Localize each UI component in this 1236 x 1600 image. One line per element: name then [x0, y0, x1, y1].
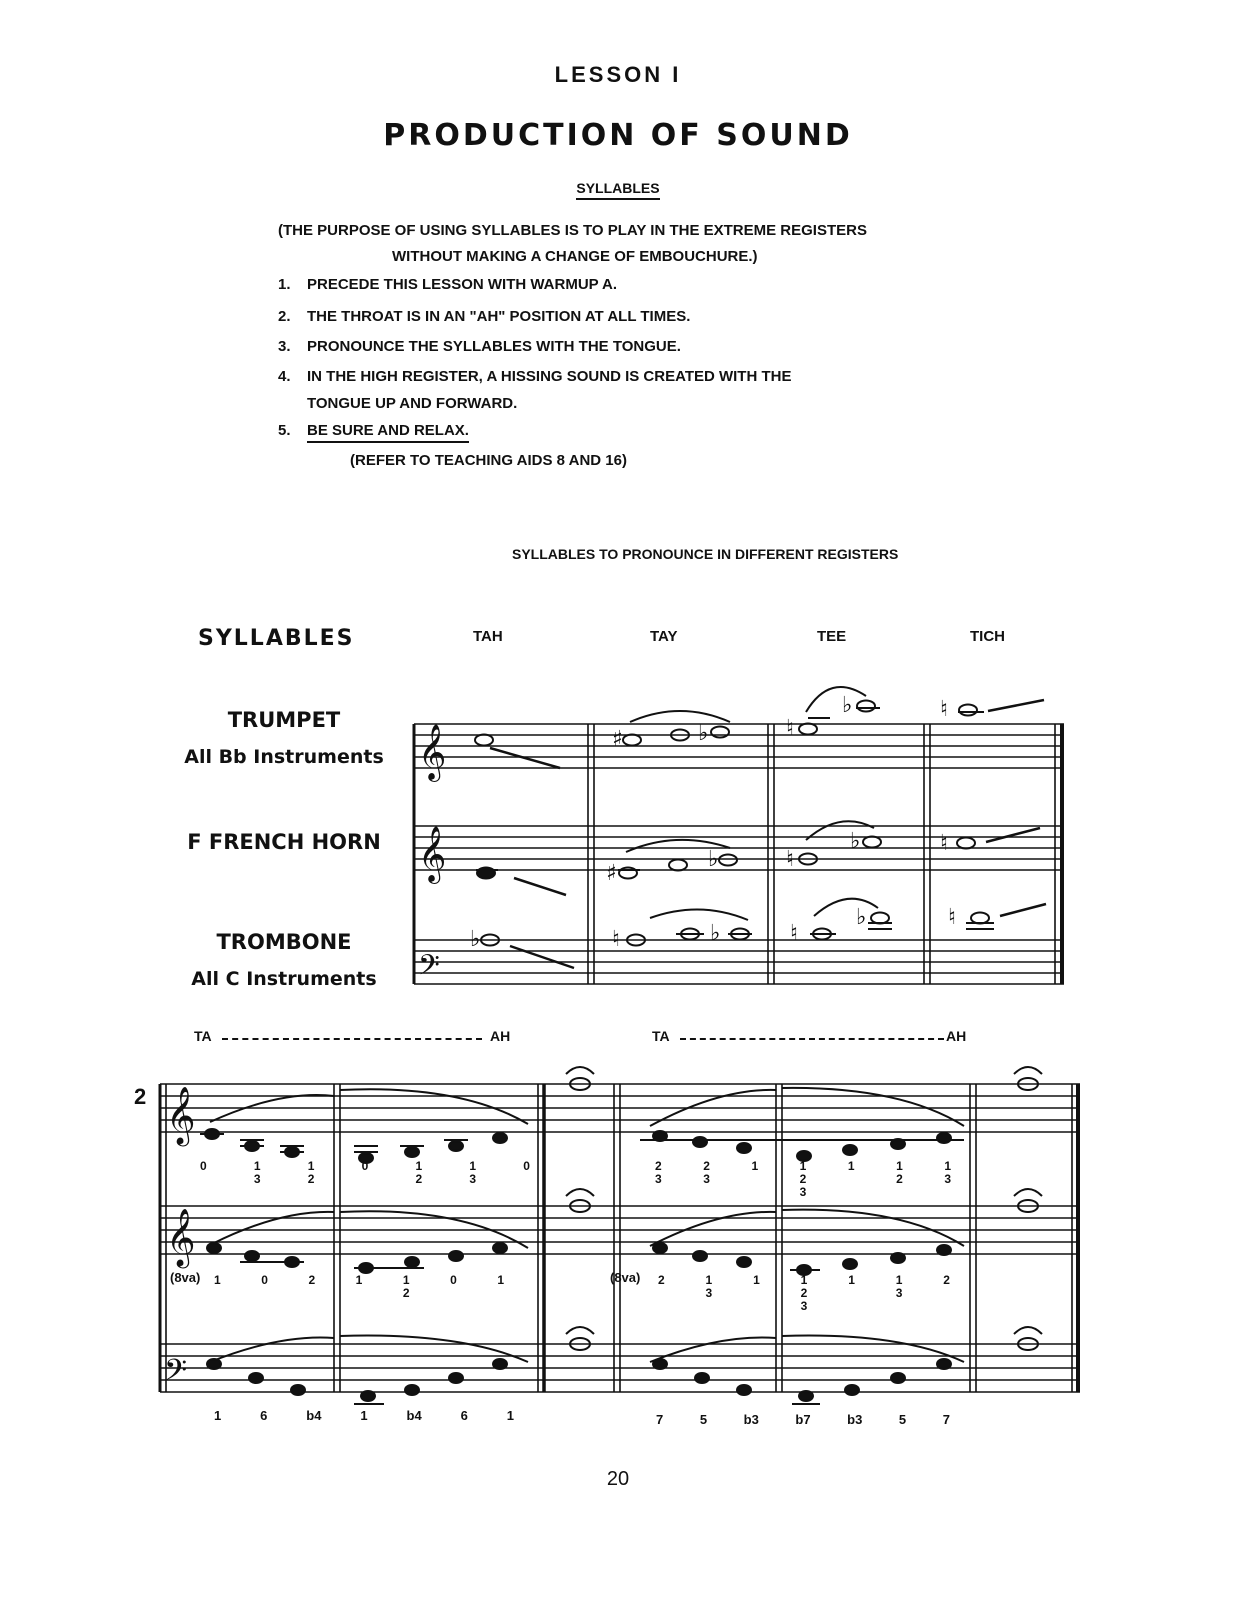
bass-clef-icon: 𝄢 — [418, 949, 440, 989]
svg-text:♯: ♯ — [606, 861, 617, 886]
intro-line-2: WITHOUT MAKING A CHANGE OF EMBOUCHURE.) — [392, 248, 758, 265]
svg-text:♭: ♭ — [850, 829, 861, 854]
position: b4 — [306, 1408, 322, 1423]
intro-line-1: (THE PURPOSE OF USING SYLLABLES IS TO PLAY IN THE EXTREME REGISTERS — [278, 222, 867, 239]
svg-text:♮: ♮ — [940, 831, 948, 856]
syllable-tee: TEE — [817, 628, 847, 645]
syllables-subheading-text: SYLLABLES — [576, 180, 659, 200]
fingering: 1 2 — [896, 1159, 903, 1186]
fingering: 1 3 — [944, 1159, 951, 1186]
fingering: 1 — [847, 1159, 855, 1173]
fingering: 0 — [450, 1273, 457, 1287]
fingering: 2 — [308, 1273, 316, 1287]
trumpet-fingerings-right — [655, 1160, 951, 1199]
svg-text:♯: ♯ — [612, 727, 623, 752]
fingering: 1 — [497, 1273, 504, 1287]
fingering: 1 — [751, 1159, 759, 1173]
fingering: 1 — [753, 1273, 760, 1287]
position: 1 — [214, 1408, 222, 1423]
fingering: 2 — [943, 1273, 950, 1287]
svg-text:♮: ♮ — [786, 847, 794, 872]
step-number-4: 4. — [278, 368, 291, 385]
bass-clef-icon: 𝄢 — [164, 1354, 188, 1395]
svg-text:♭: ♭ — [698, 721, 709, 746]
fingering: 1 3 — [705, 1273, 713, 1300]
position: 6 — [260, 1408, 268, 1423]
trombone-positions-right — [656, 1412, 950, 1427]
step-text-4: IN THE HIGH REGISTER, A HISSING SOUND IS CREATED WITH THE — [307, 368, 792, 385]
instrument-trombone: TROMBONE — [216, 930, 352, 954]
fingering: 2 3 — [655, 1159, 662, 1186]
fingering: 2 — [658, 1273, 665, 1287]
instrument-trumpet: TRUMPET — [227, 708, 341, 732]
syllable-tich: TICH — [970, 628, 1005, 645]
treble-clef-icon: 𝄞 — [166, 1208, 196, 1266]
instrument-french-horn: F FRENCH HORN — [187, 830, 381, 854]
svg-text:♭: ♭ — [856, 905, 867, 930]
fingering: 1 — [848, 1273, 855, 1287]
fingering: 1 2 — [402, 1273, 410, 1300]
step-number-5: 5. — [278, 422, 291, 439]
svg-text:♮: ♮ — [948, 905, 956, 930]
svg-text:♭: ♭ — [842, 693, 853, 718]
fingering: 1 — [214, 1273, 221, 1287]
fingering: 1 3 — [469, 1159, 477, 1186]
position: 7 — [656, 1412, 664, 1427]
fingering: 2 3 — [703, 1159, 710, 1186]
ta-ah-left-start: TA — [194, 1028, 212, 1044]
syllables-label: SYLLABLES — [198, 626, 355, 651]
step-text-3: PRONOUNCE THE SYLLABLES WITH THE TONGUE. — [307, 338, 681, 355]
svg-text:♭: ♭ — [710, 921, 721, 946]
ta-ah-left-end: AH — [490, 1028, 511, 1044]
svg-text:♮: ♮ — [940, 697, 948, 722]
step-number-3: 3. — [278, 338, 291, 355]
fingering: 1 — [355, 1273, 363, 1287]
step-number-2: 2. — [278, 308, 291, 325]
position: 5 — [699, 1412, 708, 1427]
fingering: 1 3 — [253, 1159, 261, 1186]
trombone-positions-left — [214, 1408, 514, 1423]
fingering: 0 — [261, 1273, 268, 1287]
svg-text:♭: ♭ — [708, 847, 719, 872]
position: 6 — [460, 1408, 468, 1423]
position: b3 — [847, 1412, 863, 1427]
registers-heading: SYLLABLES TO PRONOUNCE IN DIFFERENT REGISTERS — [512, 546, 899, 562]
fingering: 1 2 — [415, 1159, 423, 1186]
step-text-1: PRECEDE THIS LESSON WITH WARMUP A. — [307, 276, 618, 293]
position: b7 — [795, 1412, 811, 1427]
treble-clef-icon: 𝄞 — [166, 1086, 196, 1144]
syllable-tay: TAY — [650, 628, 678, 645]
position: b3 — [743, 1412, 759, 1427]
fingering: 0 — [361, 1159, 369, 1173]
fingering: 1 3 — [895, 1273, 903, 1300]
treble-clef-icon: 𝄞 — [418, 826, 447, 882]
page-number: 20 — [606, 1468, 630, 1490]
horn-fingerings-right — [658, 1274, 950, 1313]
position: 5 — [898, 1412, 907, 1427]
page-title: PRODUCTION OF SOUND — [383, 118, 853, 153]
syllable-tah: TAH — [473, 628, 503, 645]
ta-ah-right-start: TA — [652, 1028, 670, 1044]
step-text-5-underlined: BE SURE AND RELAX. — [307, 422, 469, 443]
horn-8va-left: (8va) — [170, 1270, 201, 1285]
fingering: 0 — [523, 1159, 530, 1173]
ta-ah-right-end: AH — [946, 1028, 967, 1044]
svg-text:♮: ♮ — [612, 927, 620, 952]
exercise-number: 2 — [134, 1084, 147, 1109]
fingering: 1 2 3 — [799, 1159, 807, 1199]
step-number-1: 1. — [278, 276, 291, 293]
lesson-heading: LESSON I — [554, 62, 682, 87]
refer-note: (REFER TO TEACHING AIDS 8 AND 16) — [350, 452, 627, 469]
svg-text:♭: ♭ — [470, 927, 481, 952]
step-text-4-cont: TONGUE UP AND FORWARD. — [307, 395, 518, 412]
position: b4 — [406, 1408, 422, 1423]
treble-clef-icon: 𝄞 — [418, 724, 447, 780]
trumpet-fingerings-left — [200, 1160, 530, 1186]
fingering: 1 2 — [307, 1159, 315, 1186]
svg-text:♮: ♮ — [790, 921, 798, 946]
fingering: 1 2 3 — [800, 1273, 808, 1313]
fingering: 0 — [200, 1159, 207, 1173]
position: 7 — [942, 1412, 950, 1427]
svg-text:♮: ♮ — [786, 716, 794, 741]
step-text-2: THE THROAT IS IN AN "AH" POSITION AT ALL TIMES. — [307, 308, 691, 325]
instrument-trumpet-sub: All Bb Instruments — [184, 746, 384, 768]
horn-8va-right: (8va) — [610, 1270, 641, 1285]
horn-fingerings-left — [214, 1274, 504, 1300]
instrument-trombone-sub: All C Instruments — [191, 968, 377, 990]
position: 1 — [506, 1408, 514, 1423]
position: 1 — [360, 1408, 368, 1423]
